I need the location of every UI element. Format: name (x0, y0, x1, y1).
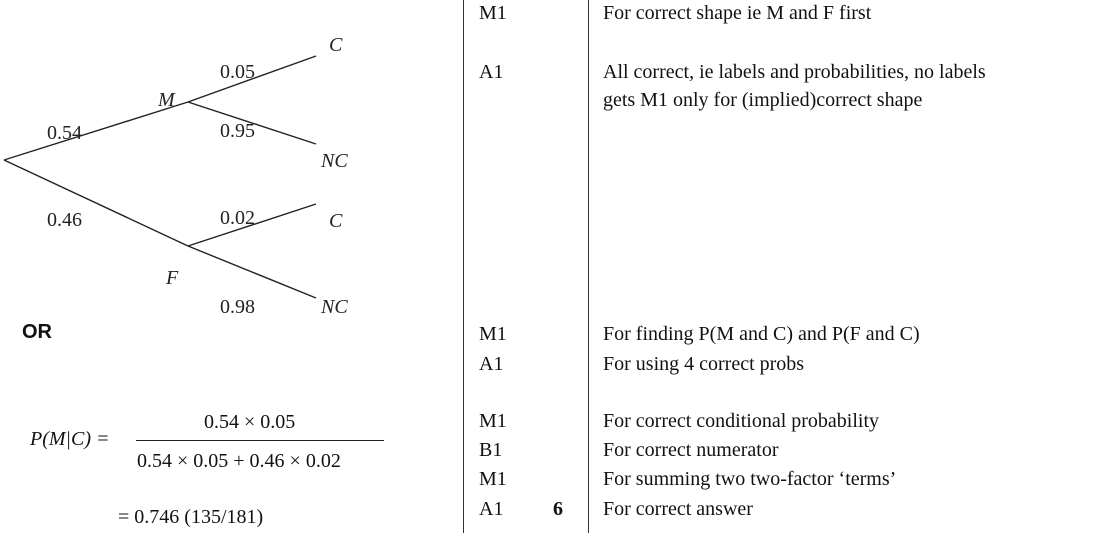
note-shape: For correct shape ie M and F first (603, 2, 872, 24)
or-label: OR (22, 321, 52, 343)
prob-m-nc: 0.95 (220, 120, 255, 142)
outcome-f-nc: NC (321, 296, 348, 318)
mark-labels: A1 (479, 61, 504, 83)
prob-m: 0.54 (47, 122, 82, 144)
note-labels-cont: gets M1 only for (implied)correct shape (603, 89, 923, 111)
mark-numerator: B1 (479, 439, 503, 461)
branch-f-nc (188, 246, 316, 298)
divider-left (463, 0, 464, 533)
outcome-f-c: C (329, 210, 343, 232)
tree-diagram (0, 0, 470, 330)
mark-shape: M1 (479, 2, 507, 24)
note-answer: For correct answer (603, 498, 753, 520)
note-conditional: For correct conditional probability (603, 410, 880, 432)
formula-result: = 0.746 (135/181) (118, 506, 264, 528)
prob-f: 0.46 (47, 209, 82, 231)
note-summing: For summing two two-factor ‘terms’ (603, 468, 897, 490)
formula-numerator: 0.54 × 0.05 (204, 411, 296, 433)
mark-four-probs: A1 (479, 353, 504, 375)
note-labels: All correct, ie labels and probabilities, no labels (603, 61, 986, 83)
node-m-label: M (158, 89, 175, 111)
mark-summing: M1 (479, 468, 507, 490)
note-numerator: For correct numerator (603, 439, 779, 461)
prob-m-c: 0.05 (220, 61, 255, 83)
prob-f-c: 0.02 (220, 207, 255, 229)
note-joint-probs: For finding P(M and C) and P(F and C) (603, 323, 920, 345)
formula-lhs: P(M|C) = (30, 428, 110, 450)
fraction-bar (136, 440, 384, 441)
total-marks: 6 (553, 498, 563, 520)
mark-joint-probs: M1 (479, 323, 507, 345)
outcome-m-c: C (329, 34, 343, 56)
outcome-m-nc: NC (321, 150, 348, 172)
mark-conditional: M1 (479, 410, 507, 432)
node-f-label: F (166, 267, 179, 289)
prob-f-nc: 0.98 (220, 296, 255, 318)
note-four-probs: For using 4 correct probs (603, 353, 805, 375)
mark-answer: A1 (479, 498, 504, 520)
formula-denominator: 0.54 × 0.05 + 0.46 × 0.02 (137, 450, 341, 472)
divider-right (588, 0, 589, 533)
branch-root-f (4, 160, 188, 246)
